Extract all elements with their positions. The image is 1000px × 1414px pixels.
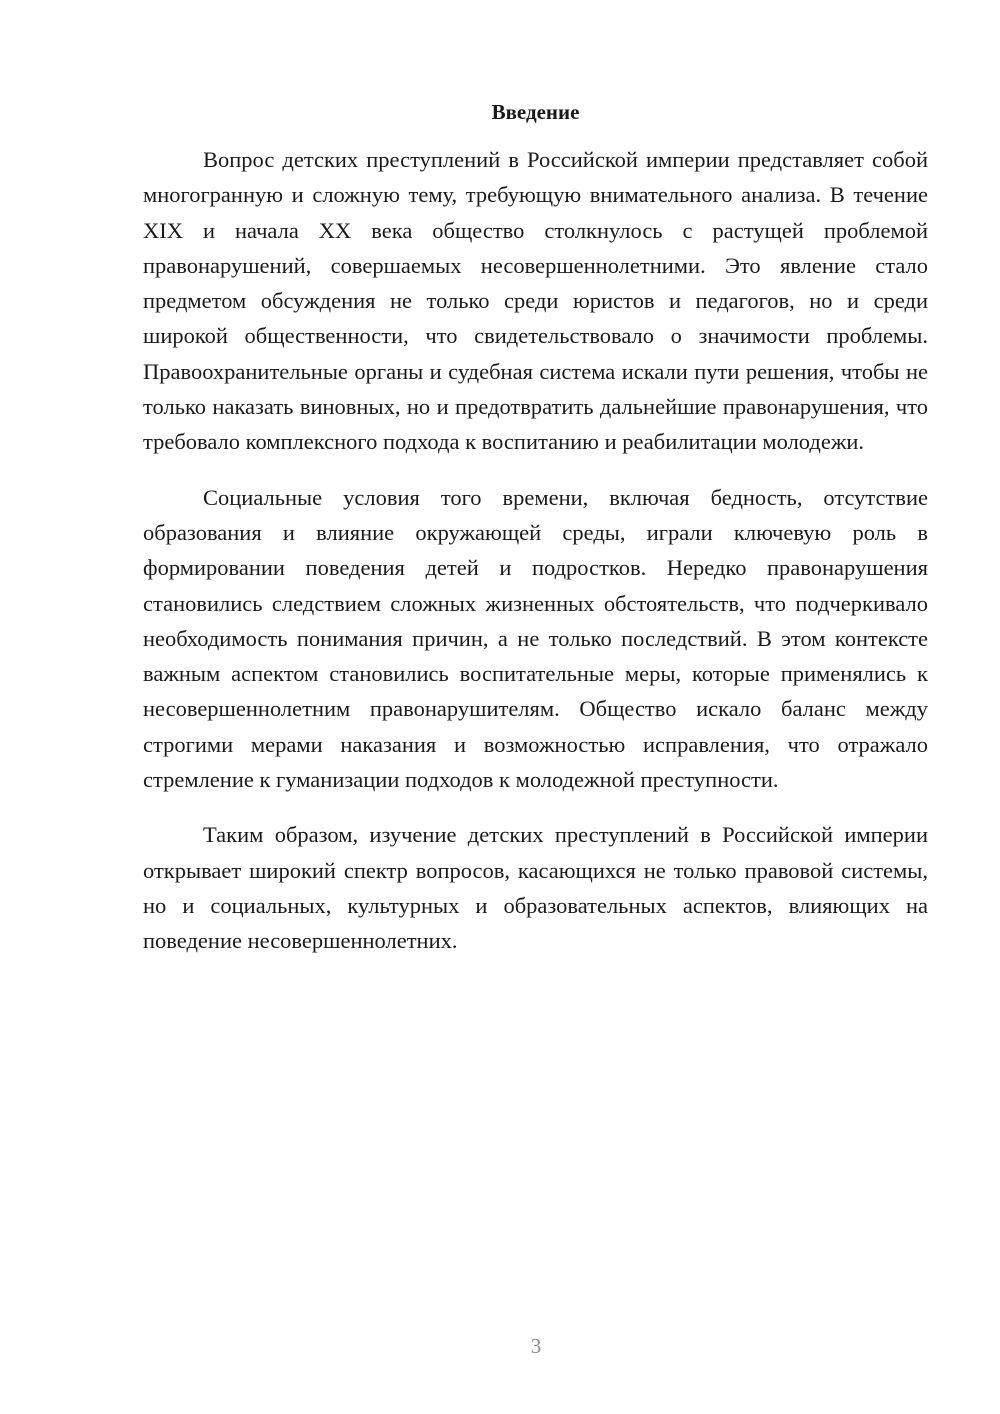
paragraph-2: Социальные условия того времени, включая бедность, отсутствие образования и влияние окружающей среды, играли ключевую роль в формировании поведения детей и подростков. Нередко правонарушения становились следствием сложных жизненных обстоятельств, что подчеркивало необходимость понимания причин, а не только последствий. В этом контексте важным аспектом становились воспитательные меры, которые применялись к несовершеннолетним правонарушителям. Общество искало баланс между строгими мерами наказания и возможностью исправления, что отражало стремление к гуманизации подходов к молодежной преступности. (143, 484, 928, 793)
paragraph-1: Вопрос детских преступлений в Российской империи представляет собой многогранную и сложную тему, требующую внимательного анализа. В течение XIX и начала XX века общество столкнулось с растущей проблемой правонарушений, совершаемых несовершеннолетними. Это явление стало предметом обсуждения не только среди юристов и педагогов, но и среди широкой общественности, что свидетельствовало о значимости проблемы. Правоохранительные органы и судебная система искали пути решения, чтобы не только наказать виновных, но и предотвратить дальнейшие правонарушения, что требовало комплексного подхода к воспитанию и реабилитации молодежи. (143, 147, 928, 455)
paragraph-3: Таким образом, изучение детских преступлений в Российской империи открывает широкий спектр вопросов, касающихся не только правовой системы, но и социальных, культурных и образовательных аспектов, влияющих на поведение несовершеннолетних. (143, 822, 928, 954)
section-heading: Введение (491, 100, 580, 124)
body-text (143, 142, 928, 979)
page-number: 3 (530, 1334, 542, 1358)
